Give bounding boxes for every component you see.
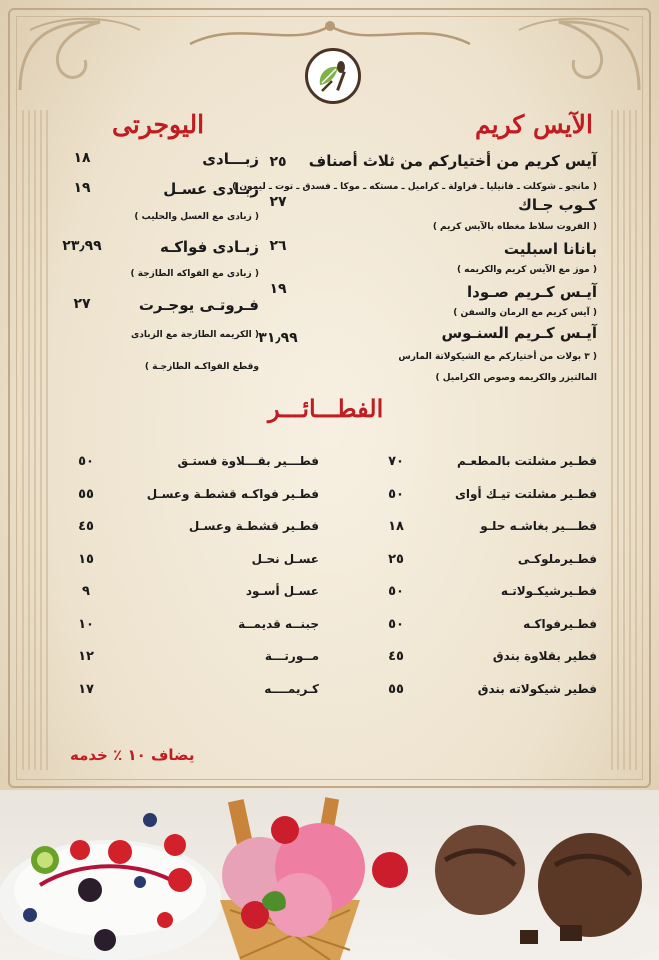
yogurt-item-2-price: ١٩ [73,180,91,196]
pie-right-3-price: ١٨ [388,519,404,534]
yogurt-item-4-name: فـروتـى يوجـرت [138,296,259,314]
desserts-illustration [0,790,659,960]
pie-left-7-price: ١٢ [78,649,94,664]
pie-right-1-price: ٧٠ [388,454,404,469]
pie-right-2-name: فطـير مشلتت تيـك أواى [454,487,597,501]
pie-left-8-price: ١٧ [78,682,94,697]
icecream-item-3-desc: ( موز مع الآيس كريم والكريمه ) [456,265,597,275]
pie-left-2-name: فطـير فواكـه قشطـة وعسـل [146,487,319,501]
pie-left-6-price: ١٠ [78,617,94,632]
icecream-item-4-price: ١٩ [269,281,287,297]
pie-right-8-price: ٥٥ [388,682,404,697]
yogurt-item-2-name: زبـادى عسـل [163,180,259,198]
icecream-item-1-desc: ( مانجو ـ شوكلت ـ فانيليا ـ فراولة ـ كراميل ـ مستكه ـ موكا ـ فسدق ـ توت ـ ليمون ) [232,182,597,192]
pie-right-3-name: فطـــير بغاشـه حلـو [480,519,597,533]
icecream-item-3-price: ٢٦ [269,238,287,254]
pie-left-7-name: مــورتـــة [264,649,319,663]
pie-left-4-name: عسـل نحـل [251,552,319,566]
chocolate-icecream-scoops-icon [415,825,659,960]
icecream-item-2-price: ٢٧ [269,194,287,210]
pie-right-5-name: فطـيرشيكـولاتـه [500,584,597,598]
yogurt-item-4-desc: ( الكريمه الطازجة مع الزبادى [131,330,259,340]
pie-right-6-name: فطـيرفواكـه [523,617,597,631]
icecream-item-5-name: آيـس كـريم السنـوس [441,324,597,342]
yogurt-item-1-price: ١٨ [73,150,91,166]
pie-left-5-price: ٩ [82,584,90,599]
pie-right-1-name: فطـير مشلتت بالمطعـم [456,454,597,468]
yogurt-item-1-name: زبـــادى [202,150,259,168]
pie-left-3-price: ٤٥ [78,519,94,534]
pie-right-7-name: فطير بقلاوة بندق [492,649,597,663]
pie-right-2-price: ٥٠ [388,487,404,502]
restaurant-logo [305,48,361,104]
icecream-item-4-desc: ( آيس كريم مع الرمان والسفن ) [453,308,597,318]
dessert-photo-strip [0,790,659,960]
pie-left-6-name: جبنــه قديمــة [238,617,319,631]
icecream-item-4-name: آيـس كـريم صـودا [467,283,597,301]
pie-left-1-name: فطـــير بقـــلاوة فستـق [177,454,319,468]
pie-right-8-name: فطير شيكولاته بندق [477,682,597,696]
pie-left-2-price: ٥٥ [78,487,94,502]
icecream-item-5-desc: ( ٣ بولات من أختياركم مع الشيكولاتة المارس [398,352,597,362]
pie-left-1-price: ٥٠ [78,454,94,469]
icecream-heading: الآيس كريم [474,110,593,139]
pie-right-4-price: ٢٥ [388,552,404,567]
icecream-item-5-price: ٣١٫٩٩ [258,330,298,346]
right-border-pattern [611,110,637,770]
icecream-item-3-name: بانانا اسبليت [503,240,597,258]
icecream-item-1-price: ٢٥ [269,154,287,170]
pie-right-4-name: فطـيرملوكـى [517,552,597,566]
yogurt-item-3-price: ٢٣٫٩٩ [62,238,102,254]
pies-heading: الفطـــائـــر [268,394,384,423]
pie-right-7-price: ٤٥ [388,649,404,664]
yogurt-item-4-price: ٢٧ [73,296,91,312]
leaf-spoon-logo-icon [308,51,358,101]
pie-left-3-name: فطـير قشطـة وعسـل [188,519,319,533]
top-right-swirl-icon [509,10,649,100]
icecream-item-5-desc-line2: المالتيزر والكريمه وصوص الكراميل ) [435,373,597,383]
left-border-pattern [22,110,48,770]
pie-left-4-price: ١٥ [78,552,94,567]
yogurt-berries-bowl-icon [0,813,222,960]
pie-left-5-name: عسـل أسـود [245,584,319,598]
yogurt-item-2-desc: ( زبادى مع العسل والحليب ) [134,212,259,222]
yogurt-item-3-desc: ( زبادى مع الفواكه الطازجة ) [130,269,259,279]
pie-right-6-price: ٥٠ [388,617,404,632]
top-left-swirl-icon [10,10,150,100]
pie-left-8-name: كـريمــــه [264,682,319,696]
service-charge-note: يضاف ١٠ ٪ خدمه [70,746,195,764]
icecream-item-2-desc: ( الفروت سلاط مغطاه بالآيس كريم ) [432,222,597,232]
strawberry-icecream-cone-icon [220,797,408,960]
yogurt-heading: اليوجرتى [112,110,205,139]
yogurt-item-3-name: زبـادى فواكـه [159,238,259,256]
icecream-item-1-name: آيس كريم من أختياركم من ثلاث أصناف [308,152,597,170]
pie-right-5-price: ٥٠ [388,584,404,599]
yogurt-item-4-desc-line2: وقطع الفواكـه الطازجـة ) [144,362,259,372]
icecream-item-2-name: كـوب جـاك [518,196,597,214]
